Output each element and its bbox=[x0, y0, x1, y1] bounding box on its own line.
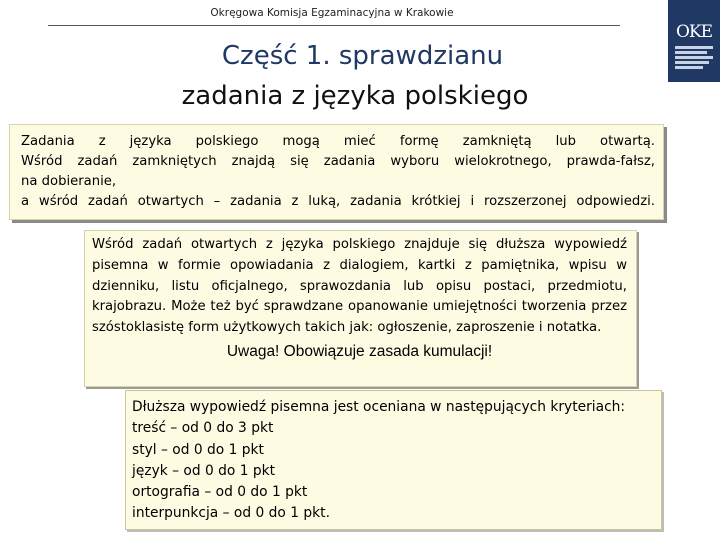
open-tasks-paragraph: Wśród zadań otwartych z języka polskiego znajduje się dłuższa wypowiedź pisemna w formie opowiadania z dialogiem, kartki z pamiętnika, wpisu w dzienniku, listu oficjalnego, sprawozdania lub opisu postaci, przedmiotu, krajobrazu. Może też być sprawdzane opanowanie umiejętności tworzenia przez szóstoklasistę form użytkowych takich jak: ogłoszenie, zaproszenie i notatka. bbox=[92, 237, 627, 336]
criteria-box bbox=[125, 390, 662, 530]
open-tasks-box bbox=[84, 230, 637, 387]
title-line-1: Część 1. sprawdzianu bbox=[221, 41, 504, 71]
header-divider bbox=[48, 25, 620, 26]
cumulation-warning: Uwaga! Obowiązuje zasada kumulacji! bbox=[226, 342, 493, 360]
criteria-item: treść – od 0 do 3 pkt bbox=[132, 420, 274, 437]
intro-box bbox=[9, 124, 664, 220]
criteria-intro: Dłuższa wypowiedź pisemna jest oceniana w następujących kryteriach: bbox=[132, 399, 626, 415]
intro-line: Wśród zadań zamkniętych znajdą się zadania wyboru wielokrotnego, prawda-fałsz, bbox=[21, 154, 655, 169]
title-line-2: zadania z języka polskiego bbox=[181, 81, 529, 111]
intro-line: a wśród zadań otwartych – zadania z luką, zadania krótkiej i rozszerzonej odpowiedzi. bbox=[21, 194, 655, 209]
oke-logo-mark: OKE bbox=[675, 22, 713, 42]
criteria-item: język – od 0 do 1 pkt bbox=[132, 462, 276, 479]
intro-line: na dobieranie, bbox=[21, 174, 117, 189]
institution-header: Okręgowa Komisja Egzaminacyjna w Krakowie bbox=[210, 7, 454, 19]
criteria-item: ortografia – od 0 do 1 pkt bbox=[132, 484, 308, 501]
criteria-item: interpunkcja – od 0 do 1 pkt. bbox=[132, 505, 330, 522]
criteria-item: styl – od 0 do 1 pkt bbox=[132, 441, 264, 458]
intro-line: Zadania z języka polskiego mogą mieć formę zamkniętą lub otwartą. bbox=[21, 134, 655, 149]
slide-title bbox=[0, 36, 720, 116]
